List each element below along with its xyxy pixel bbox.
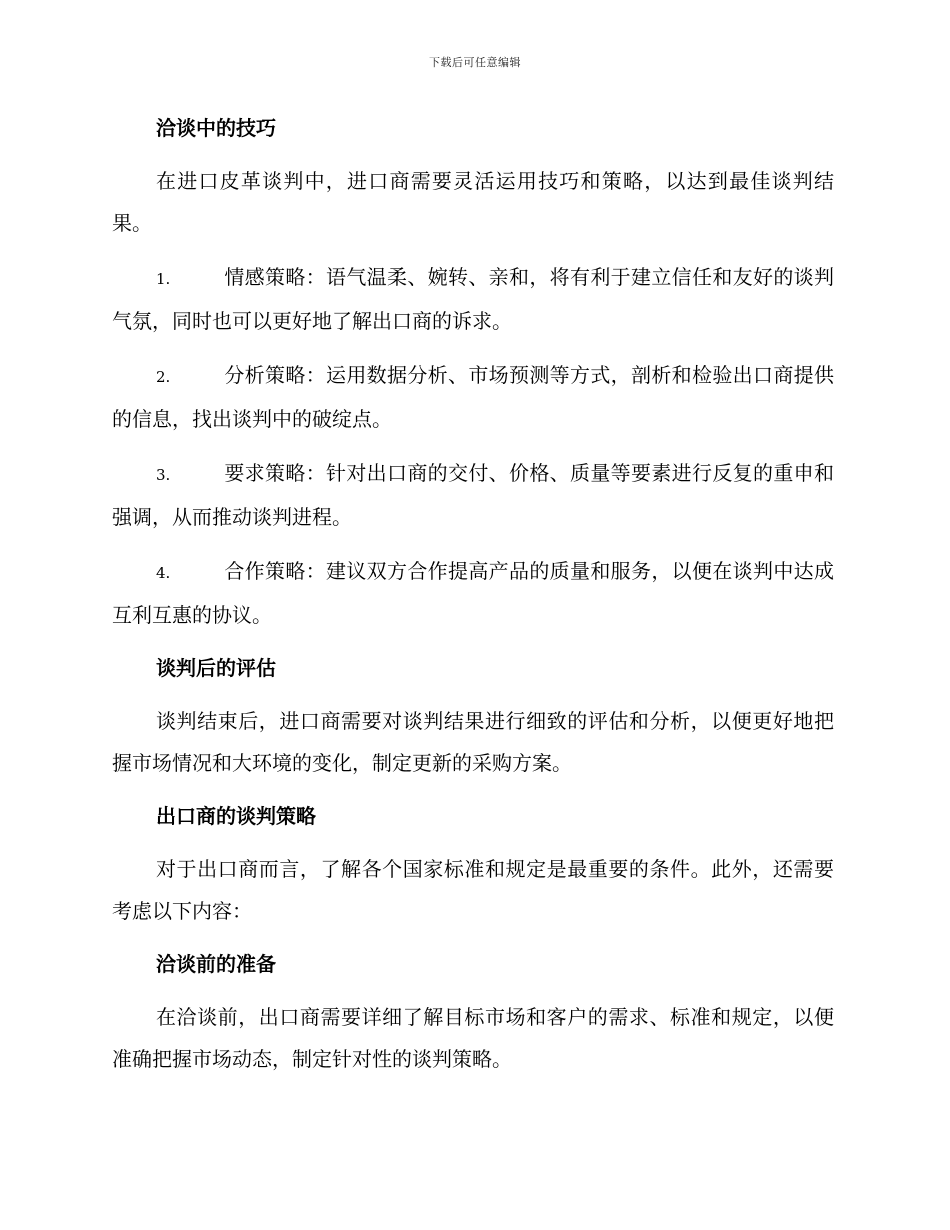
list-item — [112, 256, 834, 342]
list-item-number: 4. — [156, 564, 171, 582]
paragraph-preparation: 在洽谈前，出口商需要详细了解目标市场和客户的需求、标准和规定，以便准确把握市场动态，制定针对性的谈判策略。 — [112, 1005, 834, 1071]
list-item-number: 3. — [156, 466, 171, 484]
section-heading-post-negotiation: 谈判后的评估 — [156, 656, 276, 680]
paragraph-negotiation-intro: 在进口皮革谈判中，进口商需要灵活运用技巧和策略，以达到最佳谈判结果。 — [112, 169, 834, 235]
section-heading-exporter-strategy: 出口商的谈判策略 — [156, 804, 316, 828]
section-heading-preparation: 洽谈前的准备 — [156, 952, 276, 976]
section-heading-negotiation-skills: 洽谈中的技巧 — [156, 116, 276, 140]
paragraph-post-negotiation: 谈判结束后，进口商需要对谈判结果进行细致的评估和分析，以便更好地把握市场情况和大环境的变化，制定更新的采购方案。 — [112, 709, 834, 775]
list-item-text: 合作策略：建议双方合作提高产品的质量和服务，以便在谈判中达成互利互惠的协议。 — [112, 559, 834, 627]
list-item-text: 要求策略：针对出口商的交付、价格、质量等要素进行反复的重申和强调，从而推动谈判进程。 — [112, 461, 834, 529]
list-item — [112, 452, 834, 538]
list-item-text: 情感策略：语气温柔、婉转、亲和，将有利于建立信任和友好的谈判气氛，同时也可以更好地了解出口商的诉求。 — [112, 265, 834, 333]
list-item-number: 1. — [156, 270, 171, 288]
list-item — [112, 550, 834, 636]
list-item-text: 分析策略：运用数据分析、市场预测等方式，剖析和检验出口商提供的信息，找出谈判中的破绽点。 — [112, 363, 834, 431]
list-item-number: 2. — [156, 368, 171, 386]
page-header: 下载后可任意编辑 — [429, 56, 521, 69]
document-body — [112, 108, 834, 1092]
list-item — [112, 354, 834, 440]
paragraph-exporter-strategy: 对于出口商而言，了解各个国家标准和规定是最重要的条件。此外，还需要考虑以下内容： — [112, 857, 834, 923]
